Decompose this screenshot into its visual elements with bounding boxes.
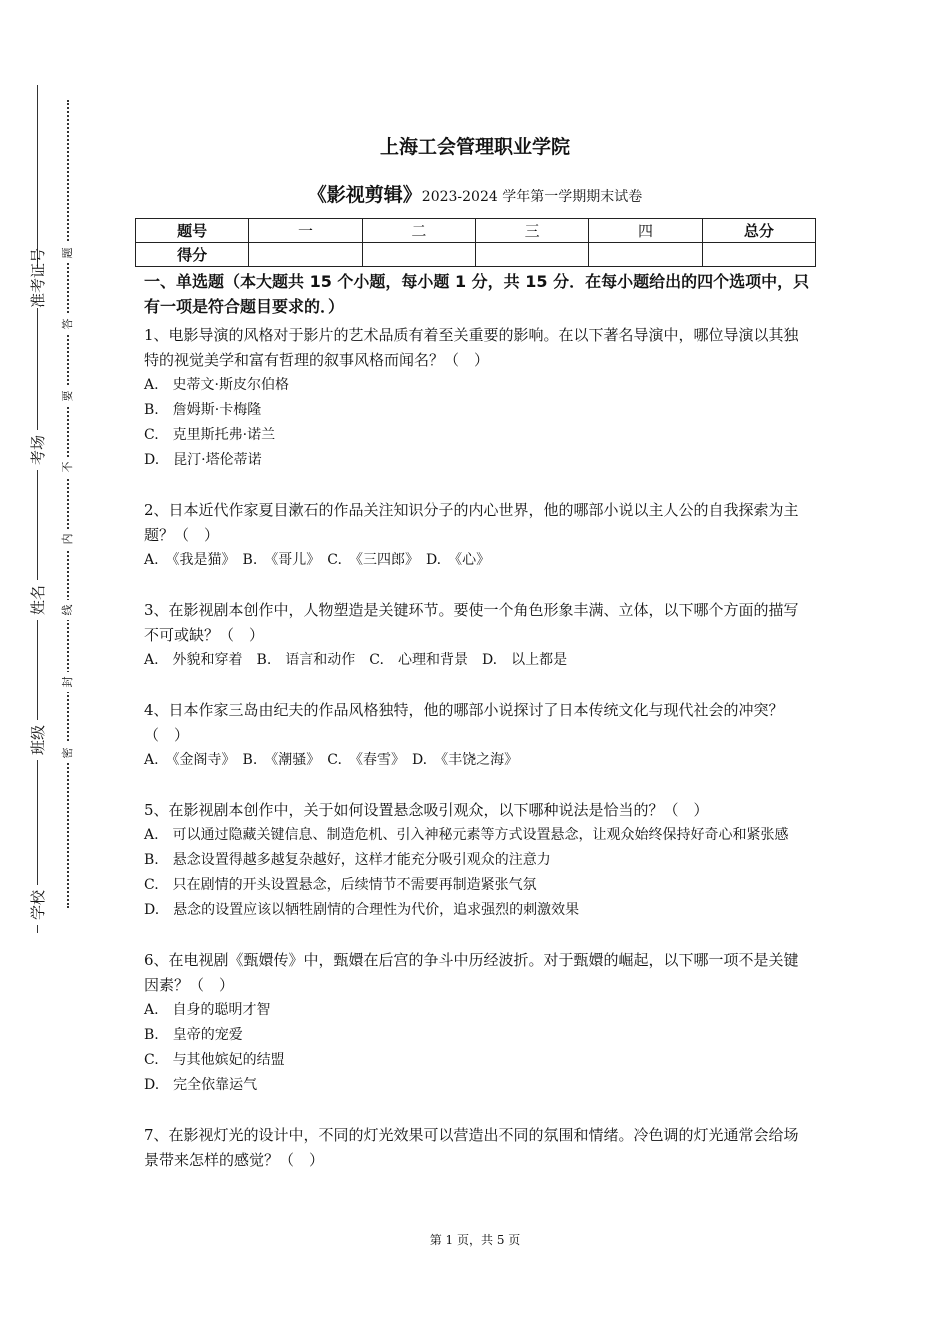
exam-content — [144, 269, 812, 1198]
score-table-cell: 二 — [362, 219, 475, 243]
score-table-cell: 总分 — [702, 219, 815, 243]
seal-char: 密 — [58, 743, 78, 763]
field-school-label: 学校 — [18, 885, 58, 925]
field-exam-room-label: 考场 — [18, 430, 58, 470]
question-4 — [144, 698, 812, 773]
question-stem: 7、在影视灯光的设计中，不同的灯光效果可以营造出不同的氛围和情绪。冷色调的灯光通常会给场景带来怎样的感觉？（ ） — [144, 1126, 799, 1169]
question-option: C. 与其他嫔妃的结盟 — [144, 1052, 285, 1068]
question-option: D. 昆汀·塔伦蒂诺 — [144, 452, 262, 468]
question-option: D. 悬念的设置应该以牺牲剧情的合理性为代价，追求强烈的刺激效果 — [144, 902, 580, 918]
seal-char: 答 — [58, 314, 78, 334]
seal-char: 线 — [58, 600, 78, 620]
question-2 — [144, 498, 812, 573]
question-stem: 2、日本近代作家夏目漱石的作品关注知识分子的内心世界，他的哪部小说以主人公的自我探索为主题？（ ） — [144, 501, 799, 544]
question-option: C. 只在剧情的开头设置悬念，后续情节不需要再制造紧张气氛 — [144, 877, 537, 893]
score-table-cell: 四 — [589, 219, 702, 243]
question-stem: 6、在电视剧《甄嬛传》中，甄嬛在后宫的争斗中历经波折。对于甄嬛的崛起，以下哪一项不是关键因素？（ ） — [144, 951, 799, 994]
score-table-header-row — [136, 219, 816, 243]
question-option: A. 《金阁寺》 B. 《潮骚》 C. 《春雪》 D. 《丰饶之海》 — [144, 752, 519, 768]
seal-char: 题 — [58, 243, 78, 263]
exam-term: 2023-2024 学年第一学期期末试卷 — [421, 189, 643, 205]
seal-char: 封 — [58, 672, 78, 692]
score-entry-cell — [475, 243, 588, 267]
seal-char: 不 — [58, 457, 78, 477]
score-entry-cell — [702, 243, 815, 267]
field-class-label: 班级 — [18, 720, 58, 760]
exam-title — [0, 180, 950, 207]
question-option: A. 外貌和穿着 B. 语言和动作 C. 心理和背景 D. 以上都是 — [144, 652, 568, 668]
question-option: C. 克里斯托弗·诺兰 — [144, 427, 276, 443]
question-stem: 1、电影导演的风格对于影片的艺术品质有着至关重要的影响。在以下著名导演中，哪位导演以其独特的视觉美学和富有哲理的叙事风格而闻名？（ ） — [144, 326, 799, 369]
score-table-cell: 题号 — [136, 219, 249, 243]
course-title: 《影视剪辑》 — [307, 184, 422, 206]
field-name-label: 姓名 — [18, 580, 58, 620]
question-7 — [144, 1123, 812, 1173]
score-table-score-row — [136, 243, 816, 267]
seal-char: 要 — [58, 386, 78, 406]
seal-dotted-line — [67, 100, 69, 908]
score-entry-cell — [362, 243, 475, 267]
question-3 — [144, 598, 812, 673]
question-1 — [144, 323, 812, 473]
seal-char: 内 — [58, 529, 78, 549]
school-title: 上海工会管理职业学院 — [379, 136, 570, 158]
question-option: B. 悬念设置得越多越复杂越好，这样才能充分吸引观众的注意力 — [144, 852, 551, 868]
score-table-cell: 三 — [475, 219, 588, 243]
question-option: A. 可以通过隐藏关键信息、制造危机、引入神秘元素等方式设置悬念，让观众始终保持好奇心和紧张感 — [144, 827, 789, 843]
question-option: A. 史蒂文·斯皮尔伯格 — [144, 377, 290, 393]
score-entry-cell — [589, 243, 702, 267]
question-option: D. 完全依靠运气 — [144, 1077, 258, 1093]
binding-line — [37, 85, 38, 933]
question-stem: 5、在影视剧本创作中，关于如何设置悬念吸引观众，以下哪种说法是恰当的？（ ） — [144, 801, 709, 819]
page-footer: 第 1 页，共 5 页 — [429, 1233, 521, 1247]
question-option: A. 自身的聪明才智 — [144, 1002, 271, 1018]
score-table-cell: 得分 — [136, 243, 249, 267]
question-stem: 4、日本作家三岛由纪夫的作品风格独特，他的哪部小说探讨了日本传统文化与现代社会的冲突？（ ） — [144, 701, 784, 744]
field-admission-number-label: 准考证号 — [18, 268, 58, 308]
section-heading: 一、单选题（本大题共 15 个小题，每小题 1 分，共 15 分．在每小题给出的四个选项中，只有一项是符合题目要求的．） — [144, 272, 810, 316]
question-option: A. 《我是猫》 B. 《哥儿》 C. 《三四郎》 D. 《心》 — [144, 552, 491, 568]
score-table — [135, 218, 816, 267]
question-option: B. 皇帝的宠爱 — [144, 1027, 243, 1043]
score-table-cell: 一 — [249, 219, 362, 243]
question-6 — [144, 948, 812, 1098]
question-option: B. 詹姆斯·卡梅隆 — [144, 402, 262, 418]
question-5 — [144, 798, 812, 923]
score-entry-cell — [249, 243, 362, 267]
question-stem: 3、在影视剧本创作中，人物塑造是关键环节。要使一个角色形象丰满、立体，以下哪个方面的描写不可或缺？（ ） — [144, 601, 799, 644]
